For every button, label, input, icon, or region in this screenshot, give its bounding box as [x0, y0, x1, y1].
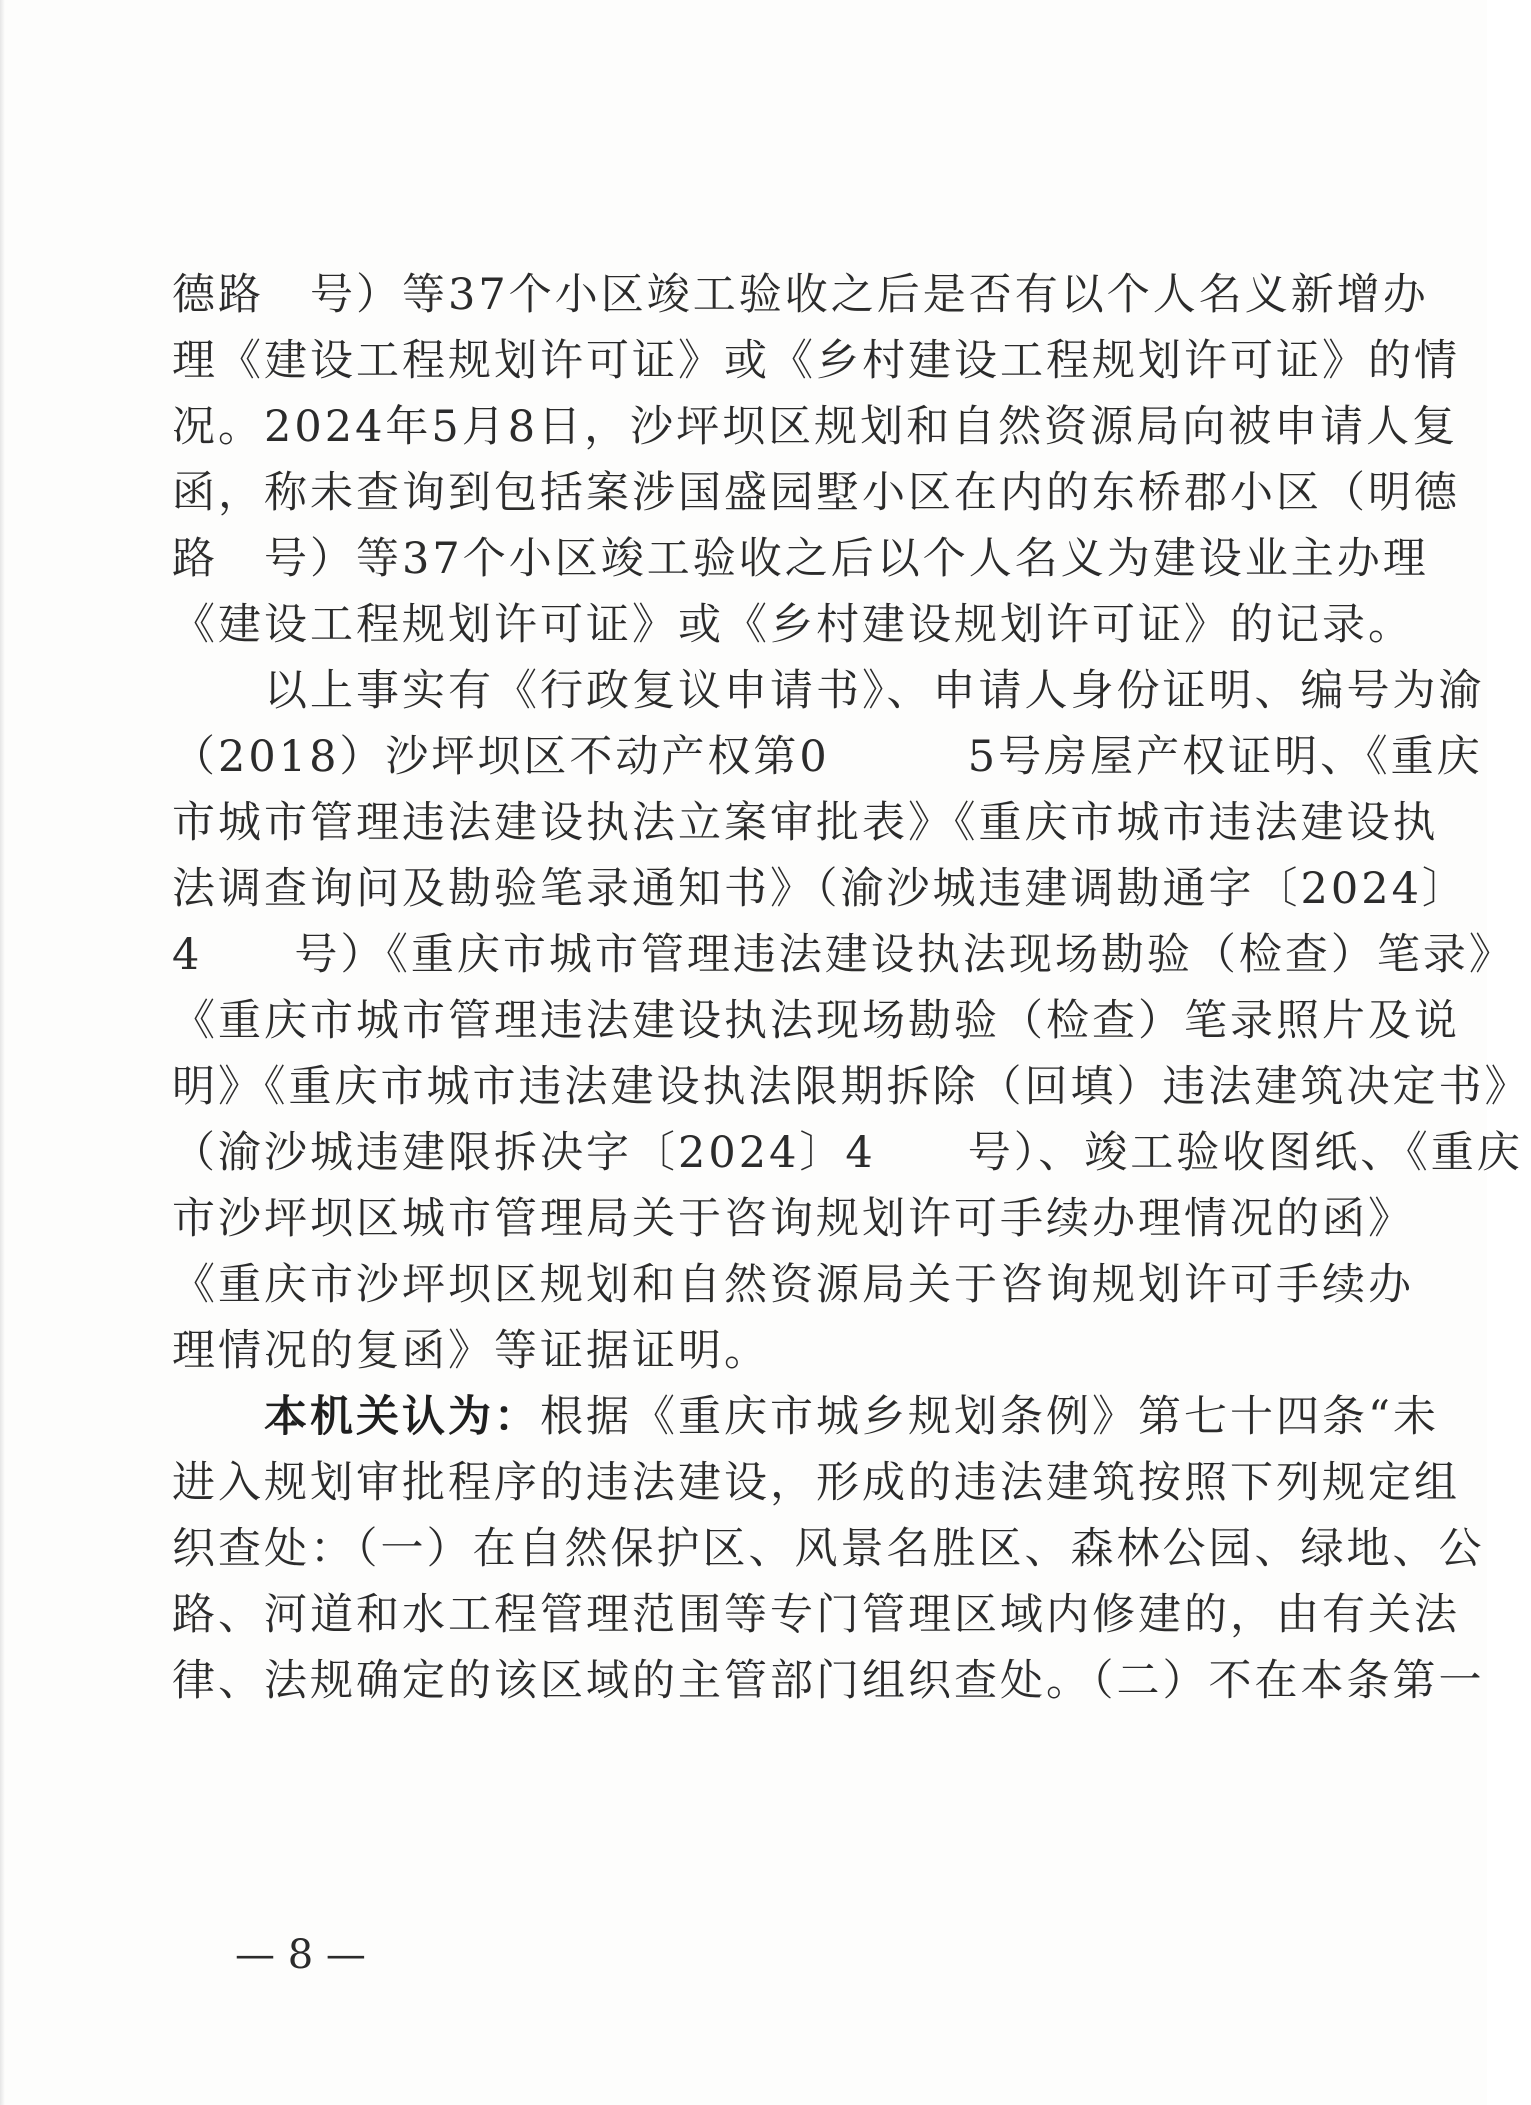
text-line: 4 号）《重庆市城市管理违法建设执法现场勘验（检查）笔录》 — [172, 930, 1515, 980]
text-line: 市沙坪坝区城市管理局关于咨询规划许可手续办理情况的函》 — [172, 1194, 1414, 1244]
text-line: 德路 号）等37个小区竣工验收之后是否有以个人名义新增办 — [172, 270, 1429, 320]
page-number: — 8 — — [235, 1932, 366, 1978]
text-line: 明》《重庆市城市违法建设执法限期拆除（回填）违法建筑决定书》 — [172, 1062, 1531, 1112]
text-line: 理《建设工程规划许可证》或《乡村建设工程规划许可证》的情 — [172, 336, 1460, 386]
text-line: 况。2024年5月8日，沙坪坝区规划和自然资源局向被申请人复 — [172, 402, 1459, 452]
text-line: 路、河道和水工程管理范围等专门管理区域内修建的，由有关法 — [172, 1590, 1460, 1640]
text-line: 以上事实有《行政复议申请书》、申请人身份证明、编号为渝 — [264, 666, 1485, 716]
text-line: 法调查询问及勘验笔录通知书》（渝沙城违建调勘通字〔2024〕 — [172, 864, 1468, 914]
text-line: 理情况的复函》等证据证明。 — [172, 1326, 770, 1376]
ruling-lead-heading: 本机关认为： — [264, 1392, 540, 1442]
text-line: 织查处：（一）在自然保护区、风景名胜区、森林公园、绿地、公 — [172, 1524, 1485, 1574]
text-line: 进入规划审批程序的违法建设，形成的违法建筑按照下列规定组 — [172, 1458, 1460, 1508]
text-line: 市城市管理违法建设执法立案审批表》《重庆市城市违法建设执 — [172, 798, 1439, 848]
text-line: 路 号）等37个小区竣工验收之后以个人名义为建设业主办理 — [172, 534, 1429, 584]
ruling-paragraph-start — [172, 1384, 1439, 1450]
scan-edge-shadow — [0, 0, 5, 2105]
text-line: （2018）沙坪坝区不动产权第0 5号房屋产权证明、《重庆 — [172, 732, 1483, 782]
text-line: 《重庆市沙坪坝区规划和自然资源局关于咨询规划许可手续办 — [172, 1260, 1414, 1310]
text-line: 律、法规确定的该区域的主管部门组织查处。（二）不在本条第一 — [172, 1656, 1485, 1706]
ruling-text: 根据《重庆市城乡规划条例》第七十四条“未 — [540, 1392, 1439, 1442]
text-line: 《重庆市城市管理违法建设执法现场勘验（检查）笔录照片及说 — [172, 996, 1460, 1046]
text-line: （渝沙城违建限拆决字〔2024〕4 号）、竣工验收图纸、《重庆 — [172, 1128, 1523, 1178]
document-body — [172, 262, 1531, 1714]
text-line: 函，称未查询到包括案涉国盛园墅小区在内的东桥郡小区（明德 — [172, 468, 1460, 518]
text-line: 《建设工程规划许可证》或《乡村建设规划许可证》的记录。 — [172, 600, 1414, 650]
